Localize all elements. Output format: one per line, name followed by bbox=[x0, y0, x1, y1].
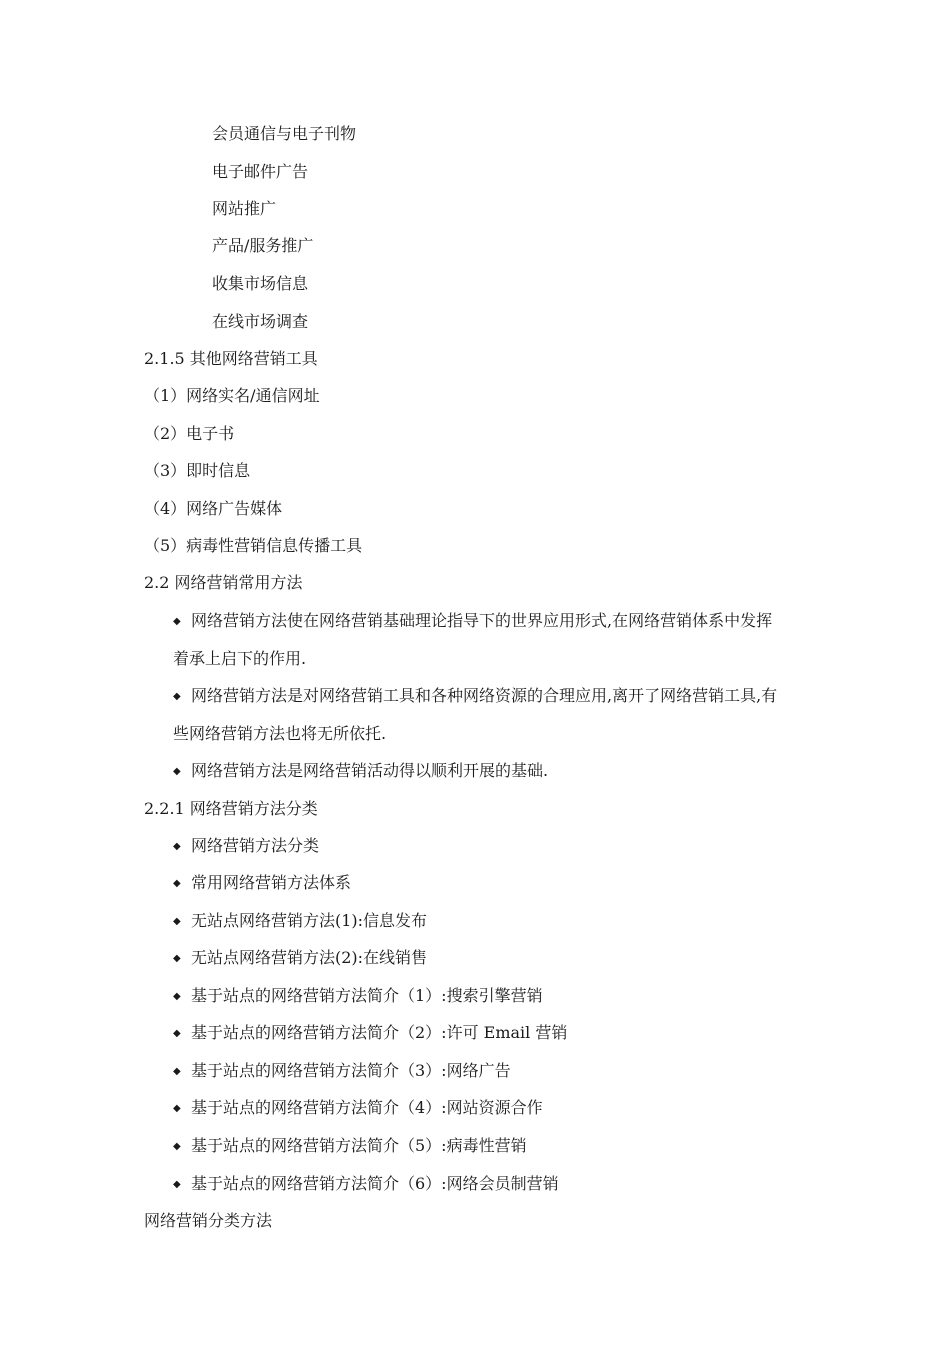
list-item: （4）网络广告媒体 bbox=[144, 499, 283, 518]
bullet-paragraph bbox=[173, 761, 548, 782]
list-item-text: 基于站点的网络营销方法简介（3）:网络广告 bbox=[191, 1061, 511, 1080]
diamond-bullet-icon: ◆ bbox=[173, 1066, 181, 1077]
list-item: 会员通信与电子刊物 bbox=[212, 124, 357, 143]
paragraph-continuation: 些网络营销方法也将无所依托. bbox=[173, 724, 387, 743]
diamond-bullet-icon: ◆ bbox=[173, 841, 181, 852]
diamond-bullet-icon: ◆ bbox=[173, 916, 181, 927]
list-item: 产品/服务推广 bbox=[212, 236, 314, 255]
list-item bbox=[173, 1174, 559, 1195]
list-item: （3）即时信息 bbox=[144, 461, 251, 480]
list-item: 收集市场信息 bbox=[212, 274, 309, 293]
list-item-text: 基于站点的网络营销方法简介（6）:网络会员制营销 bbox=[191, 1174, 559, 1193]
list-item: （1）网络实名/通信网址 bbox=[144, 386, 320, 405]
list-item-text: 无站点网络营销方法(1):信息发布 bbox=[191, 911, 428, 930]
list-item bbox=[173, 873, 351, 894]
diamond-bullet-icon: ◆ bbox=[173, 1028, 181, 1039]
bullet-paragraph bbox=[173, 686, 777, 707]
list-item bbox=[173, 911, 427, 932]
section-heading-2-2-1: 2.2.1 网络营销方法分类 bbox=[144, 799, 318, 818]
list-item bbox=[173, 986, 543, 1007]
list-item-text: 基于站点的网络营销方法简介（5）:病毒性营销 bbox=[191, 1136, 527, 1155]
list-item-text: 基于站点的网络营销方法简介（4）:网站资源合作 bbox=[191, 1098, 543, 1117]
section-heading-2-1-5: 2.1.5 其他网络营销工具 bbox=[144, 349, 318, 368]
diamond-bullet-icon: ◆ bbox=[173, 766, 181, 777]
diamond-bullet-icon: ◆ bbox=[173, 616, 181, 627]
list-item bbox=[173, 1136, 527, 1157]
list-item bbox=[173, 836, 319, 857]
diamond-bullet-icon: ◆ bbox=[173, 1179, 181, 1190]
list-item bbox=[173, 1098, 543, 1119]
list-item bbox=[173, 1061, 511, 1082]
list-item-text: 无站点网络营销方法(2):在线销售 bbox=[191, 948, 428, 967]
list-item-text: 基于站点的网络营销方法简介（1）:搜索引擎营销 bbox=[191, 986, 543, 1005]
paragraph-continuation: 着承上启下的作用. bbox=[173, 649, 307, 668]
list-item-text: 常用网络营销方法体系 bbox=[191, 873, 352, 892]
list-item: （2）电子书 bbox=[144, 424, 235, 443]
paragraph-text: 网络营销方法使在网络营销基础理论指导下的世界应用形式,在网络营销体系中发挥 bbox=[191, 611, 773, 630]
diamond-bullet-icon: ◆ bbox=[173, 1141, 181, 1152]
list-item: 网站推广 bbox=[212, 199, 277, 218]
diamond-bullet-icon: ◆ bbox=[173, 991, 181, 1002]
list-item: 在线市场调查 bbox=[212, 312, 309, 331]
list-item-text: 网络营销方法分类 bbox=[191, 836, 320, 855]
section-heading-classification: 网络营销分类方法 bbox=[144, 1211, 273, 1230]
list-item: 电子邮件广告 bbox=[212, 162, 309, 181]
list-item bbox=[173, 948, 427, 969]
diamond-bullet-icon: ◆ bbox=[173, 1103, 181, 1114]
diamond-bullet-icon: ◆ bbox=[173, 691, 181, 702]
diamond-bullet-icon: ◆ bbox=[173, 953, 181, 964]
list-item bbox=[173, 1023, 567, 1044]
diamond-bullet-icon: ◆ bbox=[173, 878, 181, 889]
bullet-paragraph bbox=[173, 611, 772, 632]
section-heading-2-2: 2.2 网络营销常用方法 bbox=[144, 573, 303, 592]
paragraph-text: 网络营销方法是网络营销活动得以顺利开展的基础. bbox=[191, 761, 549, 780]
paragraph-text: 网络营销方法是对网络营销工具和各种网络资源的合理应用,离开了网络营销工具,有 bbox=[191, 686, 778, 705]
list-item: （5）病毒性营销信息传播工具 bbox=[144, 536, 363, 555]
list-item-text: 基于站点的网络营销方法简介（2）:许可 Email 营销 bbox=[191, 1023, 568, 1042]
